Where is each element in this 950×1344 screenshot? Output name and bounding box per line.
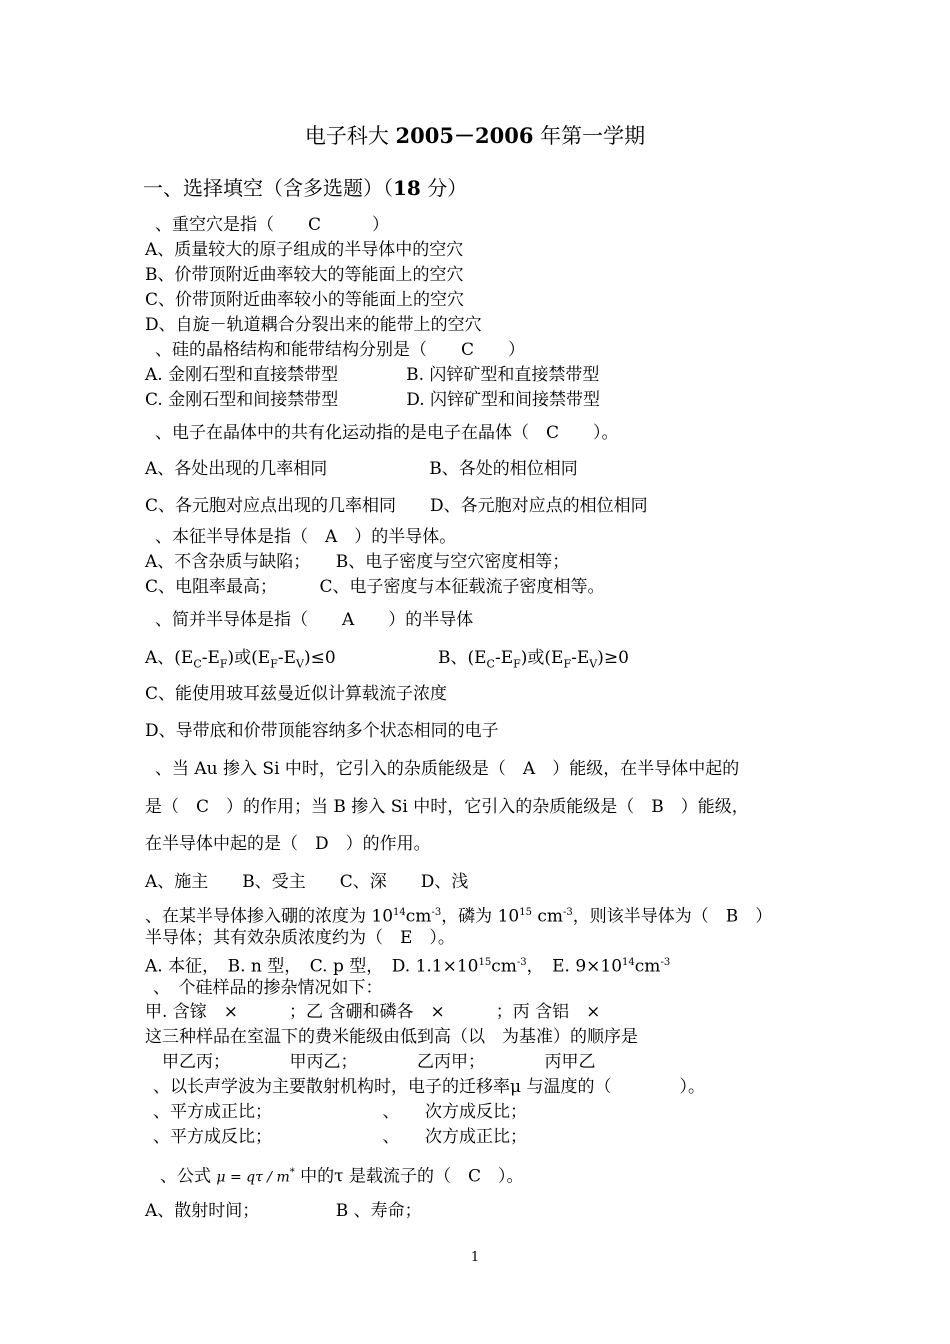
question-8: 、 个硅样品的掺杂情况如下： [153, 978, 383, 998]
q3-options-ab: A、各处出现的几率相同 B、各处的相位相同 [145, 459, 578, 479]
question-6-line-1: 、当 Au 掺入 Si 中时，它引入的杂质能级是（ A ）能级，在半导体中起的 [155, 759, 740, 779]
q2-options-cd: C. 金刚石型和间接禁带型 D. 闪锌矿型和间接禁带型 [145, 390, 601, 410]
q4-options-cd: C、电阻率最高； C、电子密度与本征载流子密度相等。 [145, 577, 605, 597]
q9-options-2: 、平方成反比； 、 次方成正比； [153, 1127, 527, 1147]
question-4: 、本征半导体是指（ A ）的半导体。 [155, 527, 457, 547]
q4-options-ab: A、不含杂质与缺陷； B、电子密度与空穴密度相等； [145, 552, 570, 572]
q1-option-b: B、价带顶附近曲率较大的等能面上的空穴 [145, 265, 464, 285]
question-7-line-1: 、在某半导体掺入硼的浓度为 $10^{14}cm^{-3}$，磷为 $10^{15}$ $cm^{-3}$，则该半导体为（ B ） [145, 906, 773, 927]
q5-option-c: C、能使用玻耳兹曼近似计算载流子浓度 [145, 684, 448, 704]
q5-option-d: D、导带底和价带顶能容纳多个状态相同的电子 [145, 721, 499, 741]
q5-option-b: B、$(E_C-E_F)$或$(E_F-E_V)\ge 0$ [438, 648, 629, 671]
document-title: 电子科大 2005－2006 年第一学期 [304, 123, 646, 148]
question-1: 、重空穴是指（ C ） [155, 215, 390, 235]
q1-option-a: A、质量较大的原子组成的半导体中的空穴 [145, 240, 464, 260]
q5-option-a: A、$(E_C-E_F)$或$(E_F-E_V)\le 0$ [145, 648, 336, 671]
q7-options: A. 本征， B. n 型， C. p 型， D. $1.1\times 10^{15}cm^{-3}$， E. $9\times 10^{14}cm^{-3}$ [145, 956, 671, 977]
formula: μ = qτ / m [216, 1169, 290, 1186]
section-heading: 一、选择填空（含多选题）（18 分） [143, 176, 468, 200]
q8-question: 这三种样品在室温下的费米能级由低到高（以 为基准）的顺序是 [145, 1027, 638, 1047]
question-2: 、硅的晶格结构和能带结构分别是（ C ） [155, 340, 526, 360]
question-3: 、电子在晶体中的共有化运动指的是电子在晶体（ C ）。 [155, 423, 619, 443]
question-7-line-2: 半导体；其有效杂质浓度约为（ E ）。 [145, 928, 455, 948]
q1-option-c: C、价带顶附近曲率较小的等能面上的空穴 [145, 290, 465, 310]
question-6-line-2: 是（ C ）的作用；当 B 掺入 Si 中时，它引入的杂质能级是（ B ）能级， [145, 797, 749, 817]
question-6-line-3: 在半导体中起的是（ D ）的作用。 [145, 834, 431, 854]
q6-options: A、施主 B、受主 C、深 D、浅 [145, 872, 469, 892]
page-number: 1 [470, 1250, 480, 1265]
q2-options-ab: A. 金刚石型和直接禁带型 B. 闪锌矿型和直接禁带型 [145, 365, 600, 385]
q3-options-cd: C、各元胞对应点出现的几率相同 D、各元胞对应点的相位相同 [145, 496, 648, 516]
question-5: 、简并半导体是指（ A ）的半导体 [155, 610, 474, 630]
q10-options: A、散射时间； B 、寿命； [145, 1201, 422, 1221]
question-10: 、公式 μ = qτ / m* 中的τ 是载流子的（ C ）。 [160, 1166, 524, 1187]
q8-samples: 甲. 含镓 × ；乙 含硼和磷各 × ；丙 含铝 × [145, 1002, 601, 1022]
question-9: 、以长声学波为主要散射机构时，电子的迁移率μ 与温度的（ ）。 [153, 1077, 705, 1097]
q8-options: 甲乙丙； 甲丙乙； 乙丙甲； 丙甲乙 [145, 1052, 596, 1072]
q9-options-1: 、平方成正比； 、 次方成反比； [153, 1102, 527, 1122]
q1-option-d: D、自旋－轨道耦合分裂出来的能带上的空穴 [145, 315, 482, 335]
